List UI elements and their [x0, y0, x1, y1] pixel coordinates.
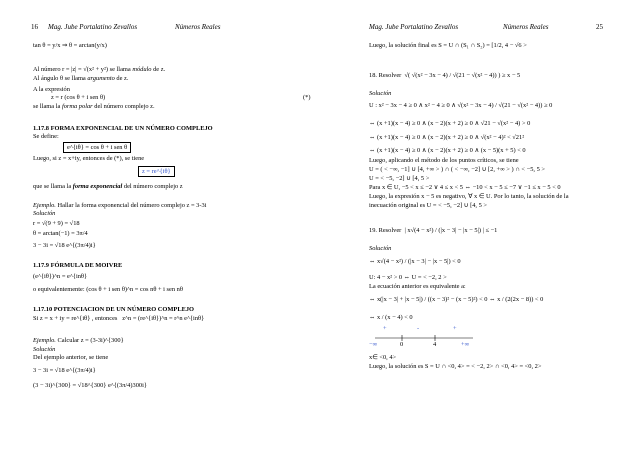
section-exponential-form: 1.17.8 FORMA EXPONENCIAL DE UN NÚMERO COMPLEJO — [33, 125, 213, 132]
interval-result: x∈ <0, 4> — [369, 354, 397, 361]
polar-form-text: se llama la forma polar del número complejo z. — [33, 103, 155, 110]
exponential-recall: 3 − 3i = √18 e^{(3π/4)i} — [33, 367, 96, 374]
label-four: 4 — [433, 341, 437, 348]
domain-19: U: 4 − x² > 0 ⇔ U = < −2, 2 > — [369, 274, 447, 281]
sign-analysis: Para x ∈ U, −5 < x ≤ −2 ∨ 4 ≤ x < 5 ⇔ −10 < x − 5 ≤ −7 ∨ −1 ≤ x − 5 < 0 — [369, 184, 561, 191]
sign-minus-middle: - — [417, 325, 420, 332]
left-header-title: Números Reales — [175, 23, 221, 31]
moivre-formula: (e^{iθ})^n = e^{inθ} — [33, 273, 88, 280]
sign-plus-right: + — [453, 325, 457, 332]
left-header-author: Mag. Jube Portalatino Zevallos — [48, 23, 138, 31]
expression-intro: A la expresión — [33, 86, 70, 93]
exponential-intro: Luego, si z = x+iy, entonces de (*), se tiene — [33, 155, 145, 162]
label-zero: 0 — [400, 341, 404, 348]
moivre-equivalent: o equivalentemente: (cos θ + i sen θ)^n = cos nθ + i sen nθ — [33, 286, 183, 293]
section-moivre: 1.17.9 FÓRMULA DE MOIVRE — [33, 262, 123, 269]
conclusion-line-1: Luego, la expresión x − 5 es negativo, ∀ x ∈ U. Por lo tanto, la solución de la — [369, 193, 569, 200]
equation-tag: (*) — [303, 94, 311, 101]
exponential-form-text: que se llama la forma exponencial del número complejo z — [33, 183, 183, 190]
exponential-result: 3 − 3i = √18 e^{(3π/4)i} — [33, 242, 96, 249]
previous-example-ref: Del ejemplo anterior, se tiene — [33, 354, 109, 361]
example-1: Ejemplo. Hallar la forma exponencial del número complejo z = 3-3i — [33, 202, 207, 209]
angle-calc: θ = arctan(−1) = 3π/4 — [33, 230, 88, 237]
example-2: Ejemplo. Calcular z = (3-3i)^{300} — [33, 337, 124, 344]
solution-label-1: Solución — [33, 210, 56, 217]
reduced-inequality: ⇔ x / (x − 4) < 0 — [369, 314, 413, 321]
left-page-number: 16 — [31, 23, 38, 31]
number-line — [369, 327, 479, 351]
problem-19: 19. Resolver | x√(4 − x²) / (|x − 3| − |x − 5|) | ≤ −1 — [369, 227, 498, 234]
tan-theta-formula: tan θ = y/x ⇒ θ = arctan(y/x) — [33, 42, 107, 49]
define-label: Se define: — [33, 133, 59, 140]
solution-label-2: Solución — [33, 346, 56, 353]
section-potenciacion: 1.17.10 POTENCIACION DE UN NÚMERO COMPLEJO — [33, 306, 195, 313]
label-pos-infinity: +∞ — [461, 341, 470, 348]
equivalence-step-3: ⇔ (x +1)(x − 4) ≥ 0 ∧ (x − 2)(x + 2) ≥ 0 ∧ (x − 5)(x + 5) < 0 — [369, 147, 526, 154]
power-result: (3 − 3i)^{300} = √18^{300} e^{(3π/4)300i} — [33, 382, 147, 389]
final-solution-19: Luego, la solución es S = U ∩ <0, 4> = < −2, 2> ∩ <0, 4> = <0, 2> — [369, 363, 542, 370]
domain-intersection: U = ( < −∞, −1] ∪ [4, +∞ > ) ∩ ( < −∞, −2] ∪ [2, +∞ > ) ∩ < −5, 5 > — [369, 166, 546, 173]
domain-result: U = < −5, −2] ∪ [4, 5 > — [369, 175, 430, 182]
polar-form-formula: z = r (cos θ + i sen θ) — [51, 94, 106, 101]
critical-points-intro: Luego, aplicando el método de los puntos críticos, se tiene — [369, 157, 519, 164]
label-neg-infinity: −∞ — [369, 341, 378, 348]
final-solution-17: Luego, la solución final es S = U ∩ (S₁ ∩ S₂) = [1/2, 4 − √6 > — [369, 42, 527, 49]
simplification-step: ⇔ x(|x − 3| + |x − 5|) / ((x − 3)² − (x − 5)²) < 0 ⇔ x / (2(2x − 8)) < 0 — [369, 296, 544, 303]
euler-formula: e^{iθ} = cos θ + i sen θ — [63, 142, 131, 153]
conclusion-line-2: inecuación original es U = < −5, −2] ∪ [4, 5 > — [369, 202, 487, 209]
power-definition: Si z = x + iy = re^{iθ} , entonces z^n = (re^{iθ})^n = r^n e^{inθ} — [33, 315, 205, 322]
right-page-number: 25 — [596, 23, 603, 31]
equivalent-intro: La ecuación anterior es equivalente a: — [369, 283, 466, 290]
sign-plus-left: + — [383, 325, 387, 332]
modulus-definition: Al número r = |z| = √(x² + y²) se llama módulo de z. — [33, 66, 166, 73]
right-header-title: Números Reales — [503, 23, 549, 31]
problem-18: 18. Resolver √( √(x² − 3x − 4) / √(21 − √(x² − 4)) ) ≥ x − 5 — [369, 72, 521, 79]
solution-label-19: Solución — [369, 245, 392, 252]
domain-conditions: U : x² − 3x − 4 ≥ 0 ∧ x² − 4 ≥ 0 ∧ √(x² − 3x − 4) / √(21 − √(x² − 4)) ≥ 0 — [369, 102, 553, 109]
right-header-author: Mag. Jube Portalatino Zevallos — [369, 23, 459, 31]
modulus-calc: r = √(9 + 9) = √18 — [33, 220, 80, 227]
equivalent-inequality: ⇔ x√(4 − x²) / (|x − 3| − |x − 5|) < 0 — [369, 258, 461, 265]
solution-label-18: Solución — [369, 90, 392, 97]
equivalence-step-2: ⇔ (x +1)(x − 4) ≥ 0 ∧ (x − 2)(x + 2) ≥ 0 ∧ √(x² − 4)² < √21² — [369, 134, 525, 141]
exponential-form-formula: z = re^{iθ} — [138, 166, 175, 177]
argument-definition: Al ángulo θ se llama argumento de z. — [33, 75, 129, 82]
equivalence-step-1: ⇔ (x +1)(x − 4) ≥ 0 ∧ (x − 2)(x + 2) ≥ 0 ∧ √21 − √(x² − 4) > 0 — [369, 120, 531, 127]
